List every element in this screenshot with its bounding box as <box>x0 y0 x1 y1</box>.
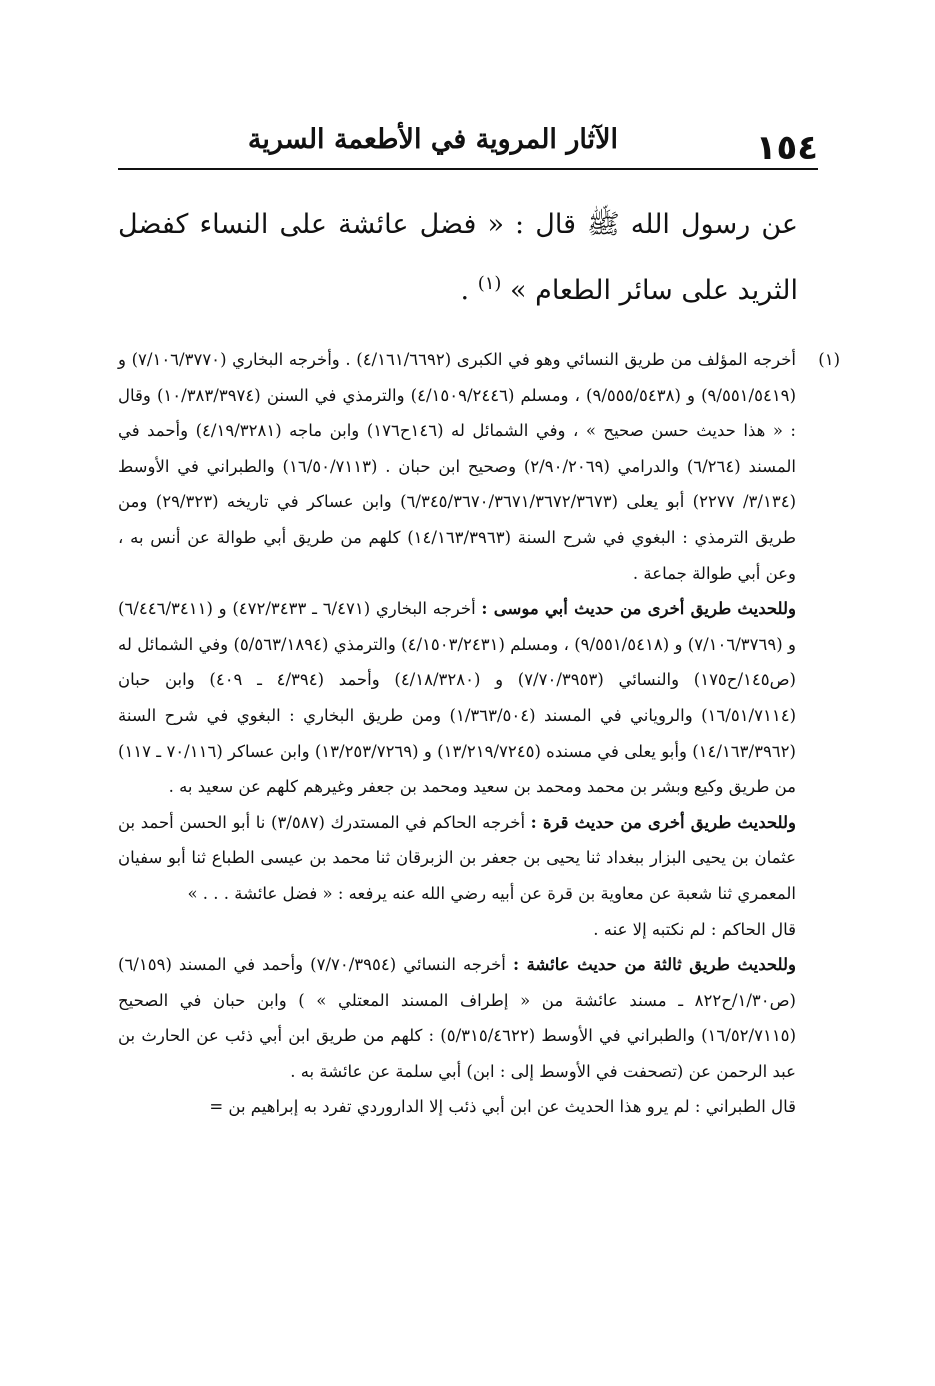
section-text-aisha: أخرجه النسائي (٧/٧٠/٣٩٥٤) وأحمد في المسند (٦/١٥٩) (ص١/٣٠/ح٨٢٢ ـ مسند عائشة من « إطراف المسند المعتلي » ) وابن حبان في الصحيح (١٦/٥٢/٧١١٥) والطبراني في الأوسط (٥/٣١٥/٤٦٢٢) : كلهم من طريق ابن أبي ذئب عن الحارث بن عبد الرحمن عن (تصحفت في الأوسط إلى : ابن) أبي سلمة عن عائشة به . <box>118 955 796 1081</box>
section-text-abu-musa: أخرجه البخاري (٦/٤٧١ ـ ٤٧٢/٣٤٣٣) و (٦/٤٤٦/٣٤١١) و (٧/١٠٦/٣٧٦٩) و (٩/٥٥١/٥٤١٨) ، ومسلم (٤/١٥٠٣/٢٤٣١) والترمذي (٥/٥٦٣/١٨٩٤) وفي الشمائل له (ص١٤٥/ح١٧٥) والنسائي (٧/٧٠/٣٩٥٣) و (٤/١٨/٣٢٨٠) وأحمد (٤/٣٩٤ ـ ٤٠٩) وابن حبان (١٦/٥١/٧١١٤) والروياني في المسند (١/٣٦٣/٥٠٤) ومن طريق البخاري : البغوي في شرح السنة (١٤/١٦٣/٣٩٦٢) وأبو يعلى في مسنده (١٣/٢١٩/٧٢٤٥) و (١٣/٢٥٣/٧٢٦٩) وابن عساكر (٧٠/١١٦ ـ ١١٧) من طريق وكيع وبشر بن محمد ومحمد بن سعيد ومحمد بن جعفر وغيرهم كلهم عن سعيد به . <box>118 599 797 797</box>
footnote-qurra <box>118 805 840 912</box>
page-header <box>118 112 818 172</box>
footnote-tabarani <box>118 1089 840 1125</box>
section-label-aisha: وللحديث طريق ثالثة من حديث عائشة : <box>512 955 796 975</box>
main-text <box>118 192 798 324</box>
footnote-aisha <box>118 947 840 1089</box>
section-end-qurra: قال الحاكم : لم نكتبه إلا عنه . <box>593 919 796 939</box>
footnote-1-text: أخرجه المؤلف من طريق النسائي وهو في الكبرى (٤/١٦١/٦٦٩٢) . وأخرجه البخاري (٧/١٠٦/٣٧٧٠) و (٩/٥٥١/٥٤١٩) و (٩/٥٥٥/٥٤٣٨) ، ومسلم (٤/١٥٠٩/٢٤٤٦) والترمذي في السنن (١٠/٣٨٣/٣٩٧٤) وقال : « هذا حديث حسن صحيح » ، وفي الشمائل له (١٤٦ح١٧٦) وابن ماجه (٤/١٩/٣٢٨١) وأحمد في المسند (٦/٢٦٤) والدرامي (٢/٩٠/٢٠٦٩) وصحيح ابن حبان . (١٦/٥٠/٧١١٣) والطبراني في الأوسط (٣/١٣٤/ ٢٢٧٧) أبو يعلى (٦/٣٤٥/٣٦٧٠/٣٦٧١/٣٦٧٢/٣٦٧٣) وابن عساكر في تاريخه (٢٩/٣٢٣) ومن طريق الترمذي : البغوي في شرح السنة (١٤/١٦٣/٣٩٦٣) كلهم من طريق أبي طوالة عن أنس به ، وعن أبي طوالة جماعة . <box>118 350 796 583</box>
section-label-qurra: وللحديث طريق أخرى من حديث قرة : <box>530 812 796 832</box>
page-number: ١٥٤ <box>755 128 818 168</box>
section-text-qurra: أخرجه الحاكم في المستدرك (٣/٥٨٧) نا أبو الحسن أحمد بن عثمان بن يحيى البزار ببغداد ثنا يحيى بن جعفر بن الزبرقان ثنا محمد بن عيسى الطباع ثنا أبو سفيان المعمري ثنا شعبة عن معاوية بن قرة عن أبيه رضي الله عنه يرفعه : « فضل عائشة . . . » <box>118 812 796 903</box>
footnote-abu-musa <box>118 591 840 805</box>
hadith-paragraph <box>118 192 798 324</box>
footnote-mark: (١) <box>818 350 840 369</box>
footnote-1 <box>118 342 840 591</box>
hadith-text: عن رسول الله ﷺ قال : « فضل عائشة على النساء كفضل الثريد على سائر الطعام » <box>118 209 798 306</box>
end-mark: . <box>460 275 470 306</box>
footnotes <box>118 342 840 1125</box>
section-end-tabarani: قال الطبراني : لم يرو هذا الحديث عن ابن أبي ذئب إلا الداروردي تفرد به إبراهيم بن = <box>209 1097 796 1117</box>
section-label-abu-musa: وللحديث طريق أخرى من حديث أبي موسى : <box>481 599 796 619</box>
header-rule <box>118 168 818 170</box>
footnote-qurra-end <box>118 912 840 948</box>
footnote-reference: (١) <box>477 273 502 294</box>
running-title: الآثار المروية في الأطعمة السرية <box>247 124 618 155</box>
